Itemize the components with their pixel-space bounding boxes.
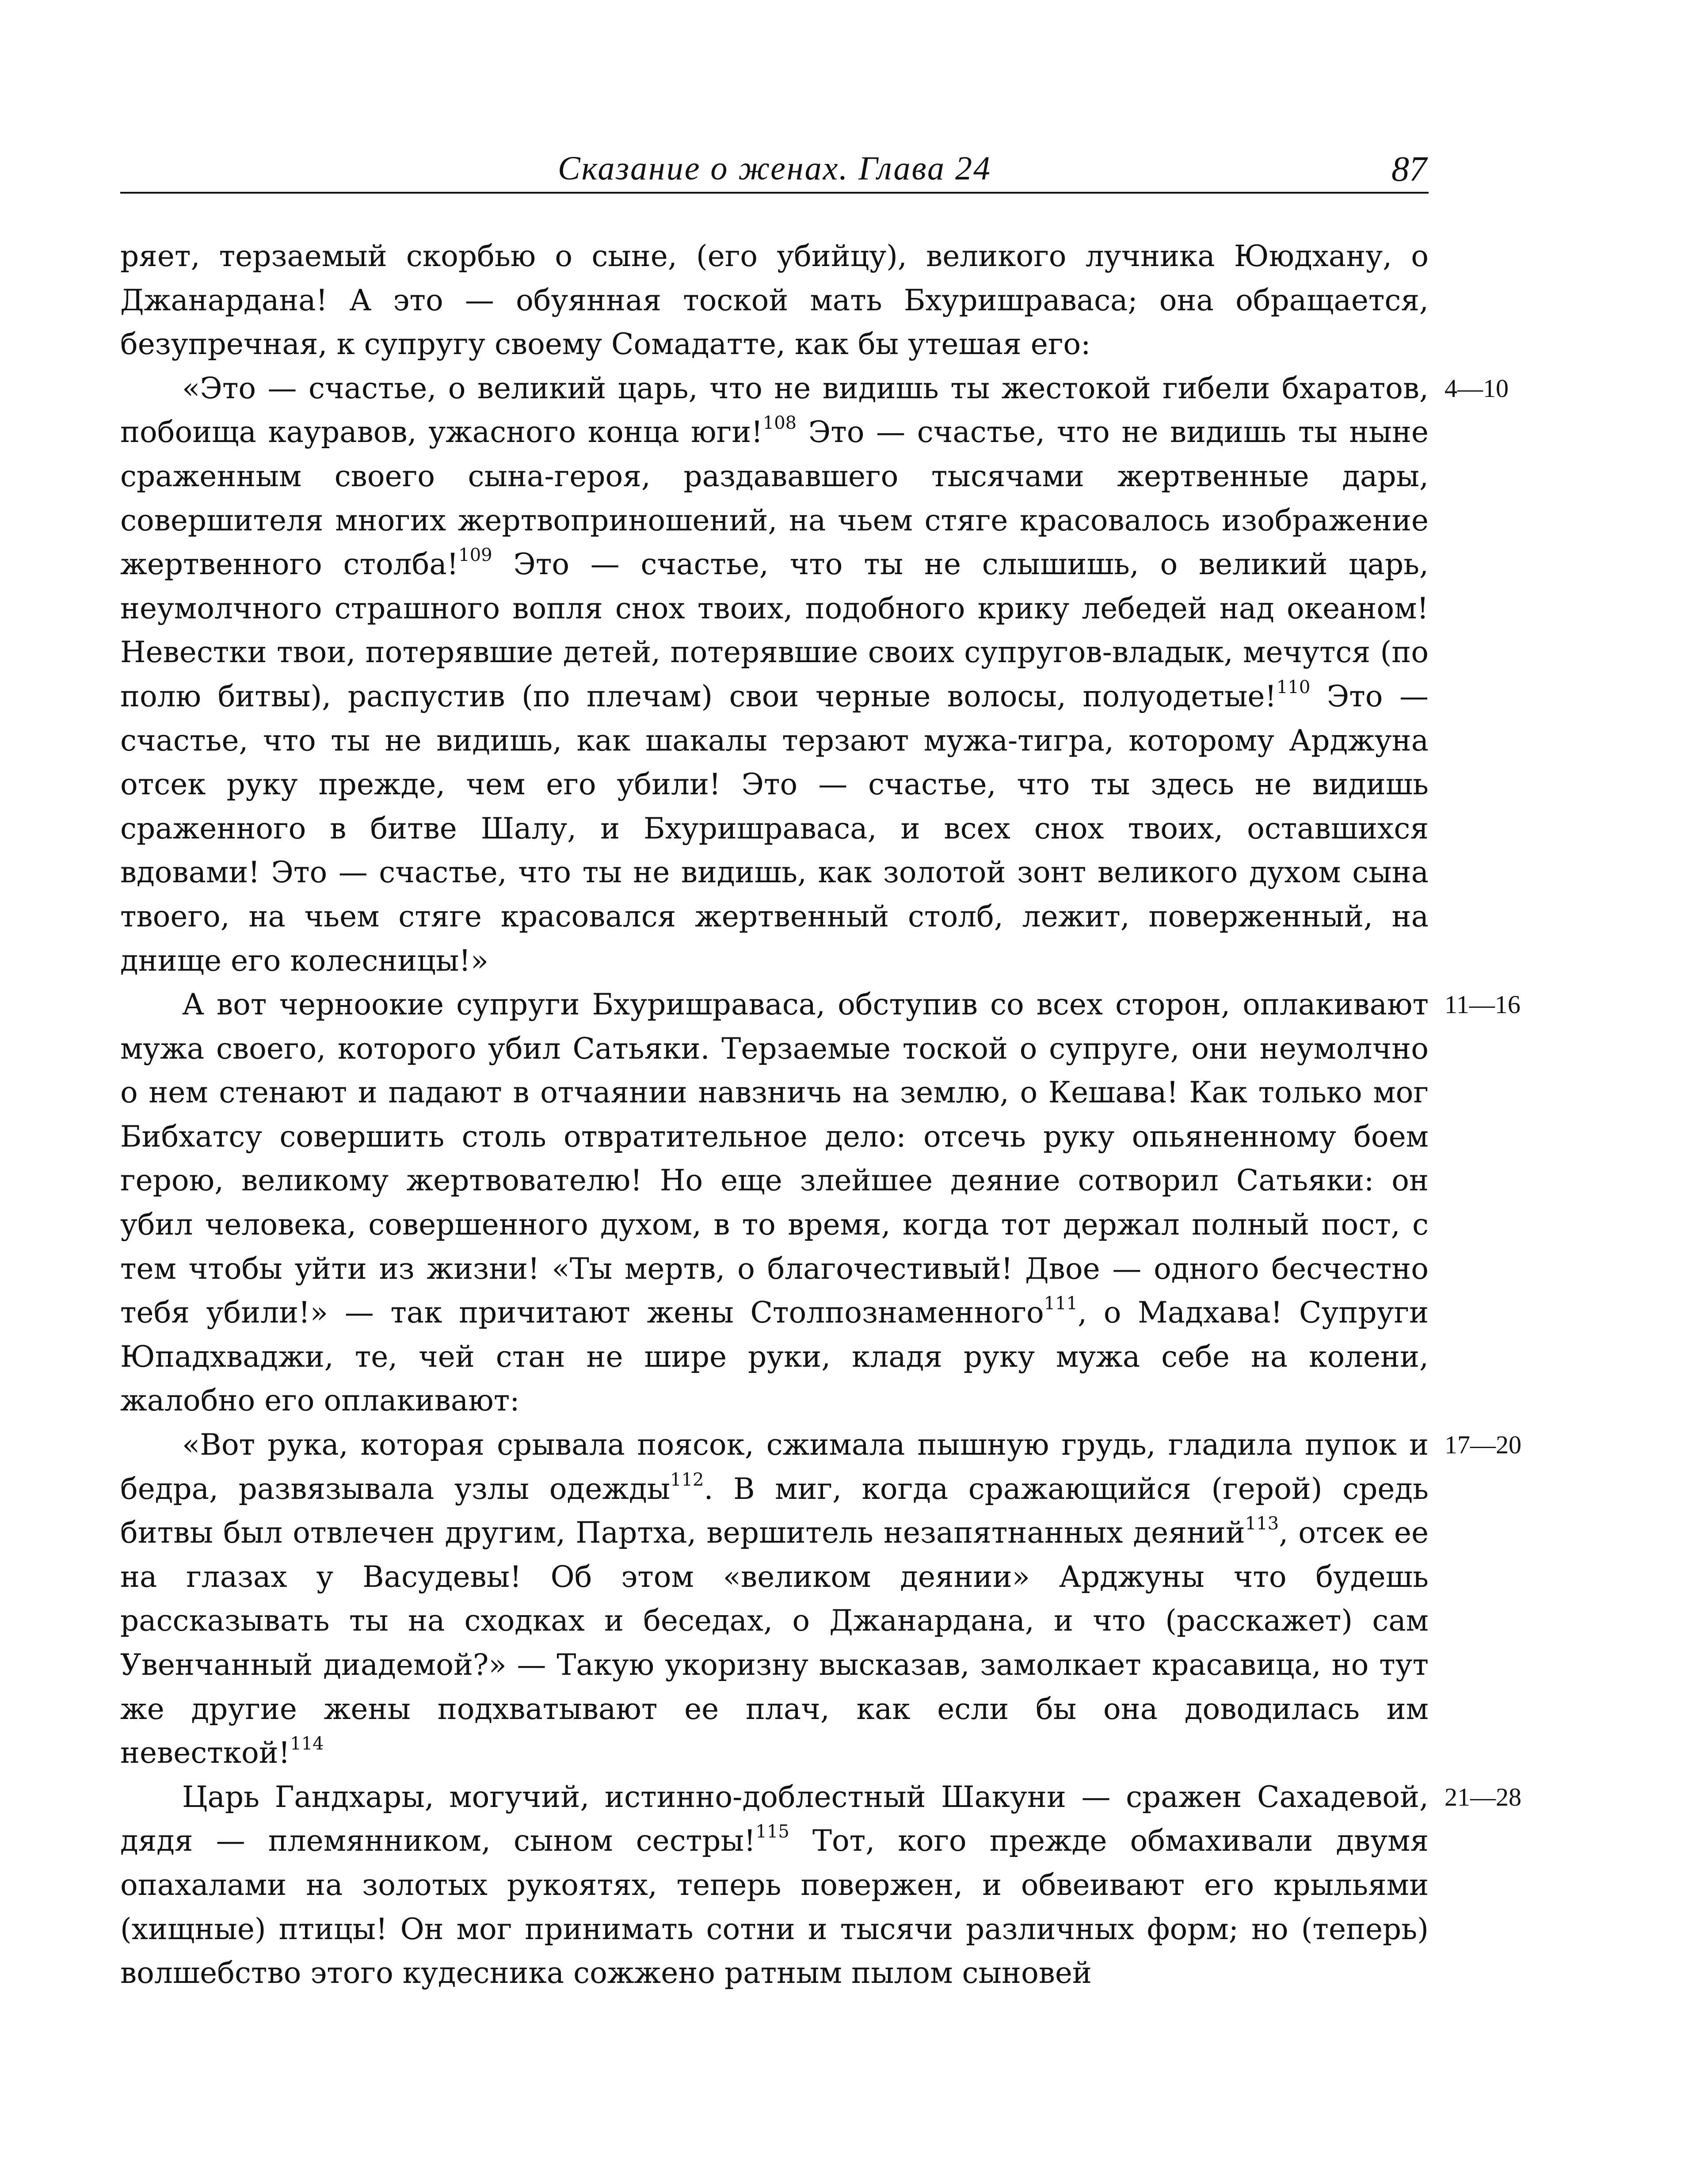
text-run: , отсек ее на глазах у Васудевы! Об этом «великом деянии» Арджуны что будешь рассказывать ты на сходках и беседах, о Джанардана, и что (расскажет) сам Увенчанный диадемой?» — Такую укоризну высказав, замолкает красавица, но тут же другие жены подхватывают ее плач, как если бы она доводилась им невесткой! [120,1516,1429,1770]
text-run: . В миг, когда сражающийся (герой) средь битвы был отвлечен другим, Партха, вершитель незапятнанных деяний [120,1471,1429,1550]
paragraph [120,234,1429,366]
paragraph [120,1423,1521,1775]
footnote-ref: 109 [458,545,492,566]
paragraph [120,366,1509,983]
verse-number: 17—20 [1445,1430,1521,1460]
footnote-ref: 115 [755,1822,789,1842]
footnote-ref: 110 [1276,677,1311,698]
paragraph [120,1775,1521,1995]
footnote-ref: 112 [670,1469,704,1490]
verse-number: 11—16 [1445,990,1521,1019]
footnote-ref: 113 [1245,1513,1279,1534]
footnote-ref: 111 [1044,1293,1078,1314]
footnote-ref: 108 [762,413,797,434]
text-run: Это — счастье, что ты не видишь, как шакалы терзают мужа-тигра, которому Арджуна отсек руку прежде, чем его убили! Это — счастье, что ты здесь не видишь сраженного в битве Шалу, и Бхуришраваса, и всех снох твоих, оставшихся вдовами! Это — счастье, что ты не видишь, как золотой зонт великого духом сына твоего, на чьем стяге красовался жертвенный столб, лежит, поверженный, на днище его колесницы!» [120,679,1429,978]
verse-number: 4—10 [1445,374,1509,403]
text-run: А вот черноокие супруги Бхуришраваса, обступив со всех сторон, оплакивают мужа своего, которого убил Сатьяки. Терзаемые тоской о супруге, они неумолчно о нем стенают и падают в отчаянии навзничь на землю, о Кешава! Как только мог Бибхатсу совершить столь отвратительное дело: отсечь руку опьяненному боем герою, великому жертвователю! Но еще злейшее деяние сотворил Сатьяки: он убил человека, совершенного духом, в то время, когда тот держал полный пост, с тем чтобы уйти из жизни! «Ты мертв, о благочестивый! Двое — одного бесчестно тебя убили!» — так причитают жены Столпознаменного [120,987,1429,1330]
text-run: Тот, кого прежде обмахивали двумя опахалами на золотых рукоятях, теперь повержен, и обвеивают его крыльями (хищные) птицы! Он мог принимать сотни и тысячи различных форм; но (теперь) волшебство этого кудесника сожжено ратным пылом сыновей [120,1824,1429,1990]
text-run: ряет, терзаемый скорбью о сыне, (его убийцу), великого лучника Ююдхану, о Джанардана! А это — обуянная тоской мать Бхуришраваса; она обращается, безупречная, к супругу своему Сомадатте, как бы утешая его: [120,239,1429,362]
paragraph [120,983,1521,1423]
text-run: Это — счастье, что не видишь ты ныне сраженным своего сына-героя, раздававшего тысячами жертвенные дары, совершителя многих жертвоприношений, на чьем стяге красовалось изображение жертвенного столба! [120,415,1429,582]
page-header [120,146,1429,194]
text-run: «Вот рука, которая срывала поясок, сжимала пышную грудь, гладила пупок и бедра, развязывала узлы одежды [120,1428,1429,1506]
text-run: Это — счастье, что ты не слышишь, о великий царь, неумолчного страшного вопля снох твоих, подобного крику лебедей над океаном! Невестки твои, потерявшие детей, потерявшие своих супругов-владык, мечутся (по полю битвы), распустив (по плечам) свои черные волосы, полуодетые! [120,547,1429,713]
text-run: , о Мадхава! Супруги Юпадхваджи, те, чей стан не шире руки, кладя руку мужа себе на колени, жалобно его оплакивают: [120,1296,1429,1418]
footnote-ref: 114 [290,1734,324,1754]
running-title: Сказание о женах. Глава 24 [558,150,992,187]
body-text [120,234,1521,1995]
verse-number: 21—28 [1445,1782,1521,1811]
page-number: 87 [1391,150,1427,189]
text-run: «Это — счастье, о великий царь, что не видишь ты жестокой гибели бхаратов, побоища кауравов, ужасного конца юги! [120,371,1429,450]
text-run: Царь Гандхары, могучий, истинно-доблестный Шакуни — сражен Сахадевой, дядя — племянником, сыном сестры! [120,1780,1429,1858]
